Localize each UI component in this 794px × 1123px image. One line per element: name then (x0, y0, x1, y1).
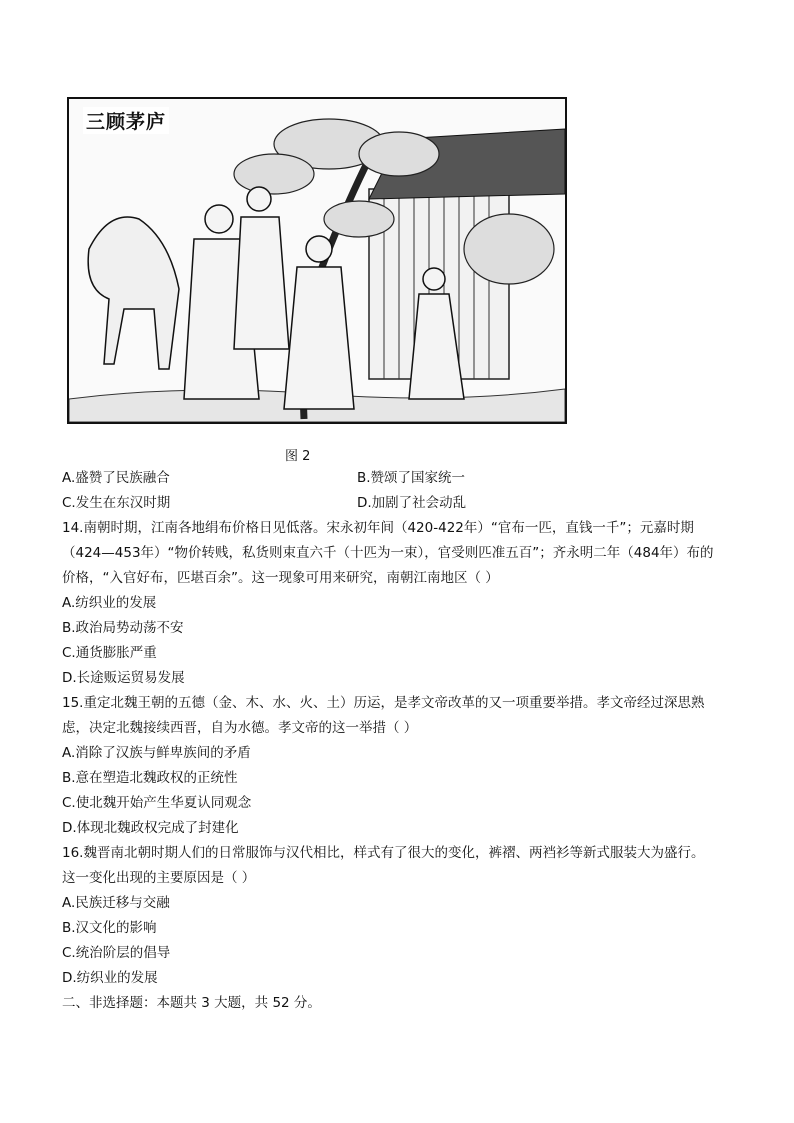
q13-option-d[interactable]: D.加剧了社会动乱 (357, 495, 467, 511)
figure-caption: 图 2 (285, 449, 311, 464)
q15-option-d[interactable]: D.体现北魏政权完成了封建化 (62, 820, 239, 836)
q16-option-d[interactable]: D.纺织业的发展 (62, 970, 158, 986)
q14-stem-line-1: 14.南朝时期，江南各地绢布价格日见低落。宋永初年间（420-422年）“官布一匹，直钱一千”；元嘉时期 (62, 520, 694, 536)
q14-stem-line-3: 价格，“入官好布，匹堪百余”。这一现象可用来研究，南朝江南地区（ ） (62, 570, 499, 586)
q13-option-c[interactable]: C.发生在东汉时期 (62, 495, 171, 511)
illustration-drawing (69, 99, 565, 422)
q15-option-b[interactable]: B.意在塑造北魏政权的正统性 (62, 770, 238, 786)
q15-option-c[interactable]: C.使北魏开始产生华夏认同观念 (62, 795, 252, 811)
q14-option-a[interactable]: A.纺织业的发展 (62, 595, 157, 611)
q13-option-b[interactable]: B.赞颂了国家统一 (357, 470, 466, 486)
q16-option-c[interactable]: C.统治阶层的倡导 (62, 945, 171, 961)
q15-stem-line-1: 15.重定北魏王朝的五德（金、木、水、火、土）历运，是孝文帝改革的又一项重要举措。孝文帝经过深思熟 (62, 695, 705, 711)
illustration-title: 三顾茅庐 (83, 107, 169, 134)
section-2-heading: 二、非选择题：本题共 3 大题，共 52 分。 (62, 995, 321, 1011)
q14-option-d[interactable]: D.长途贩运贸易发展 (62, 670, 185, 686)
illustration-figure (67, 97, 567, 424)
q14-option-c[interactable]: C.通货膨胀严重 (62, 645, 157, 661)
q14-option-b[interactable]: B.政治局势动荡不安 (62, 620, 184, 636)
q15-stem-line-2: 虑，决定北魏接续西晋，自为水德。孝文帝的这一举措（ ） (62, 720, 418, 736)
q16-option-a[interactable]: A.民族迁移与交融 (62, 895, 170, 911)
q16-option-b[interactable]: B.汉文化的影响 (62, 920, 157, 936)
q16-stem-line-2: 这一变化出现的主要原因是（ ） (62, 870, 256, 886)
q14-stem-line-2: （424—453年）“物价转贱，私货则束直六千（十匹为一束），官受则匹准五百”；齐永明二年（484年）布的 (62, 545, 714, 561)
q13-option-a[interactable]: A.盛赞了民族融合 (62, 470, 170, 486)
q16-stem-line-1: 16.魏晋南北朝时期人们的日常服饰与汉代相比，样式有了很大的变化，裤褶、两裆衫等新式服装大为盛行。 (62, 845, 705, 861)
q15-option-a[interactable]: A.消除了汉族与鲜卑族间的矛盾 (62, 745, 251, 761)
